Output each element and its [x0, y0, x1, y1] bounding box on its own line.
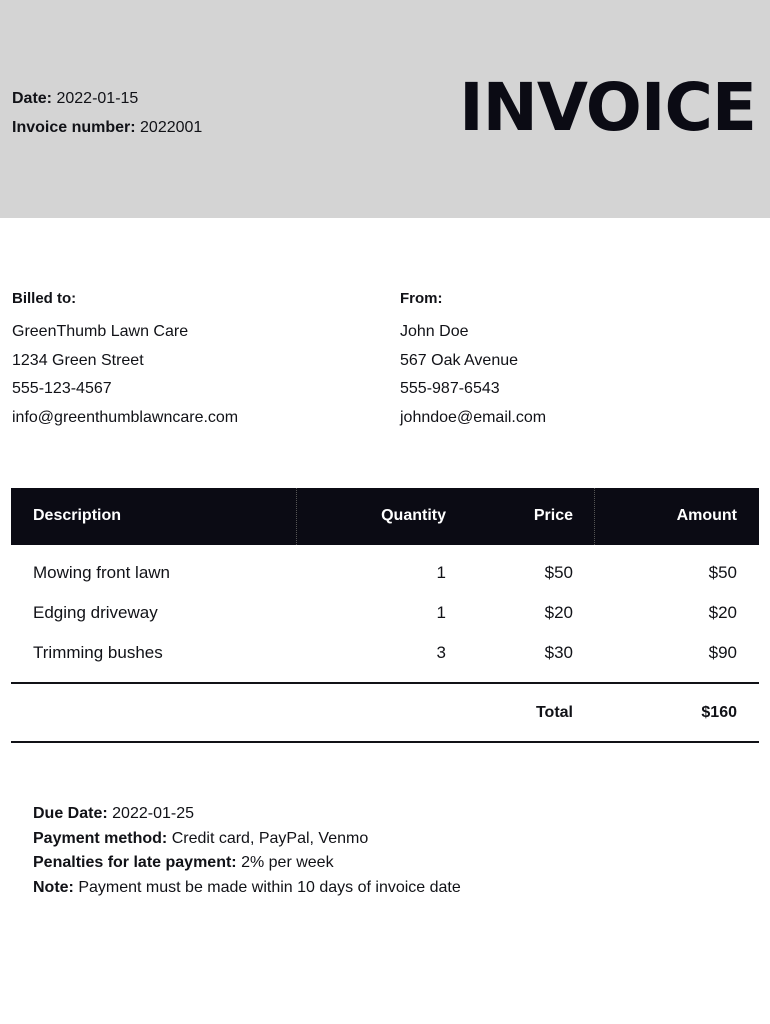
billed-to-phone: 555-123-4567 [12, 380, 112, 398]
billed-to-company: GreenThumb Lawn Care [12, 323, 189, 340]
date-label: Date: [12, 90, 53, 107]
header-divider [594, 488, 595, 545]
payment-notes [33, 802, 461, 900]
date-value: 2022-01-15 [56, 90, 139, 107]
table-body [11, 545, 759, 679]
billed-to-address: 1234 Green Street [12, 351, 144, 369]
from-section [400, 288, 546, 433]
due-date [33, 802, 461, 827]
row-quantity: 1 [436, 603, 446, 622]
payment-method-label: Payment method: [33, 829, 168, 847]
invoice-header [0, 0, 770, 218]
late-penalty-value: 2% per week [241, 854, 334, 871]
note-value: Payment must be made within 10 days of invoice date [78, 878, 461, 896]
late-penalty-label: Penalties for late payment: [33, 854, 237, 871]
total-label: Total [535, 704, 573, 721]
header-price: Price [533, 507, 573, 524]
table-row [11, 599, 759, 639]
table-row [11, 559, 759, 599]
row-amount: $20 [708, 603, 737, 622]
invoice-number-label: Invoice number: [12, 119, 136, 136]
row-price: $30 [544, 643, 573, 662]
from-name: John Doe [400, 323, 469, 340]
billed-to-email: info@greenthumblawncare.com [12, 409, 239, 427]
row-amount: $50 [708, 563, 737, 582]
row-description: Edging driveway [33, 603, 158, 622]
total-value: $160 [701, 704, 737, 721]
invoice-number-value: 2022001 [140, 119, 203, 136]
row-quantity: 1 [436, 563, 446, 582]
invoice-title: INVOICE [459, 69, 756, 146]
invoice-number [12, 113, 202, 142]
line-items-table [11, 488, 759, 743]
billed-to-heading: Billed to: [12, 290, 77, 307]
due-date-value: 2022-01-25 [112, 805, 194, 822]
due-date-label: Due Date: [33, 805, 108, 822]
row-price: $50 [544, 563, 573, 582]
row-description: Trimming bushes [33, 643, 163, 662]
note [33, 876, 461, 901]
late-penalty [33, 851, 461, 876]
total-row [11, 684, 759, 741]
row-quantity: 3 [436, 643, 446, 662]
from-address: 567 Oak Avenue [400, 351, 519, 369]
note-label: Note: [33, 878, 74, 896]
invoice-meta [12, 84, 202, 142]
total-divider-bottom [11, 741, 759, 743]
header-description: Description [33, 507, 122, 524]
header-divider [296, 488, 297, 545]
table-row [11, 639, 759, 679]
billed-to-section [12, 288, 238, 433]
from-email: johndoe@email.com [400, 409, 547, 427]
row-price: $20 [544, 603, 573, 622]
header-quantity: Quantity [381, 507, 446, 524]
row-amount: $90 [708, 643, 737, 662]
from-phone: 555-987-6543 [400, 380, 500, 398]
from-heading: From: [400, 290, 443, 307]
table-header [11, 488, 759, 545]
invoice-date [12, 84, 202, 113]
payment-method [33, 827, 461, 852]
payment-method-value: Credit card, PayPal, Venmo [171, 829, 369, 847]
row-description: Mowing front lawn [33, 563, 171, 582]
header-amount: Amount [676, 507, 737, 524]
